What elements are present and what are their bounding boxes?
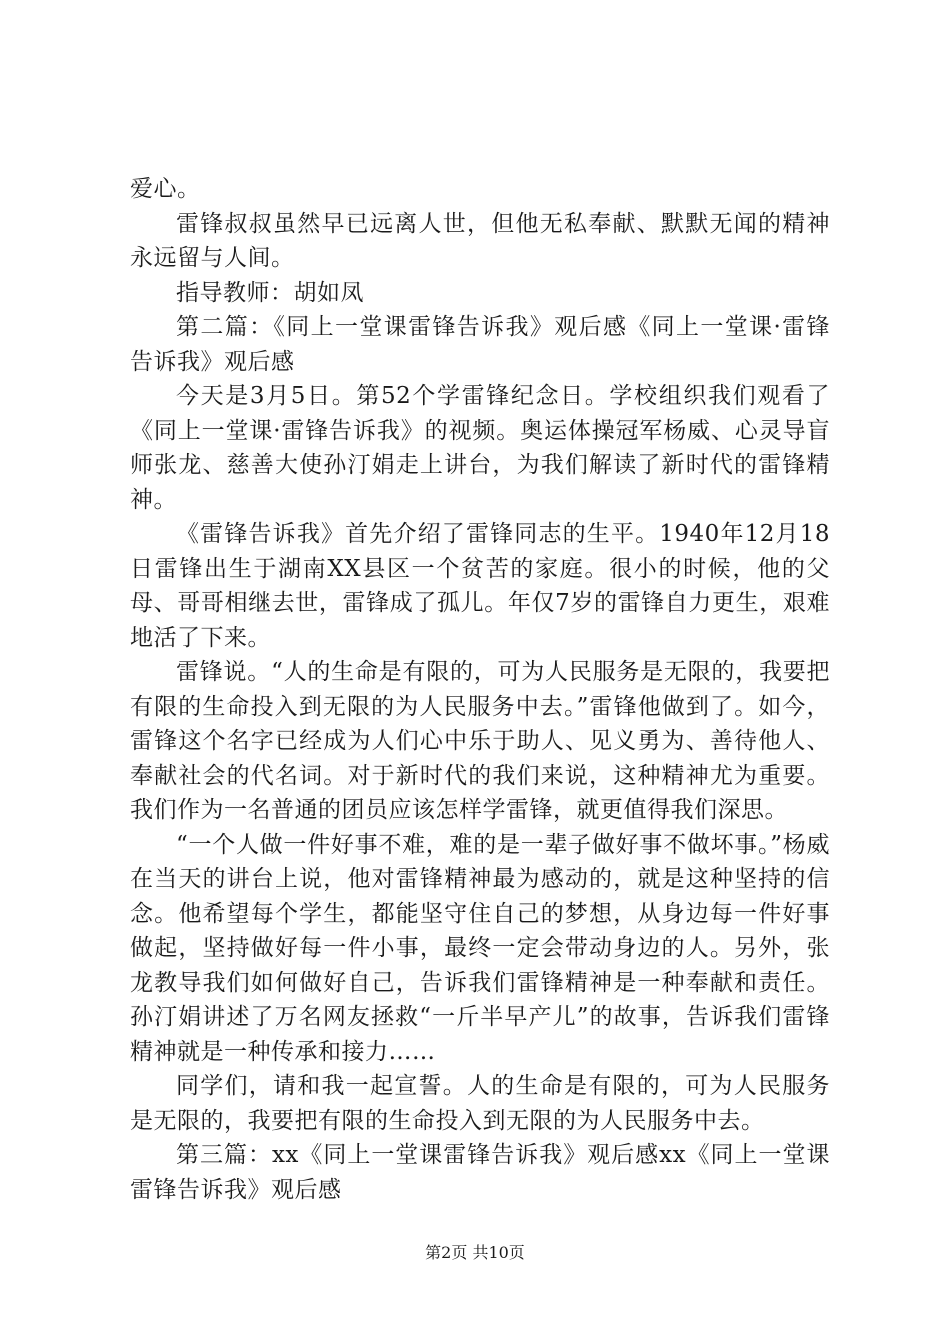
paragraph-1: 爱心。 [130,176,201,202]
paragraph-5: 今天是3月5日。第52个学雷锋纪念日。学校组织我们观看了《同上一堂课·雷锋告诉我》的视频。奥运体操冠军杨威、心灵导盲师张龙、慈善大使孙汀娟走上讲台，为我们解读了新时代的雷锋精神。 [130,383,830,513]
page-footer: 第2页 共10页 [425,1243,525,1262]
paragraph-10: 第三篇：xx《同上一堂课雷锋告诉我》观后感xx《同上一堂课雷锋告诉我》观后感 [130,1142,830,1203]
paragraph-7: 雷锋说。“人的生命是有限的，可为人民服务是无限的，我要把有限的生命投入到无限的为人民服务中去。”雷锋他做到了。如今，雷锋这个名字已经成为人们心中乐于助人、见义勇为、善待他人、奉献社会的代名词。对于新时代的我们来说，这种精神尤为重要。我们作为一名普通的团员应该怎样学雷锋，就更值得我们深思。 [130,659,830,823]
paragraph-4: 第二篇：《同上一堂课雷锋告诉我》观后感《同上一堂课·雷锋告诉我》观后感 [130,314,830,375]
paragraph-6: 《雷锋告诉我》首先介绍了雷锋同志的生平。1940年12月18日雷锋出生于湖南XX县区一个贫苦的家庭。很小的时候，他的父母、哥哥相继去世，雷锋成了孤儿。年仅7岁的雷锋自力更生，艰难地活了下来。 [130,521,830,651]
paragraph-9: 同学们，请和我一起宣誓。人的生命是有限的，可为人民服务是无限的，我要把有限的生命投入到无限的为人民服务中去。 [130,1073,830,1134]
paragraph-2: 雷锋叔叔虽然早已远离人世，但他无私奉献、默默无闻的精神永远留与人间。 [130,210,830,271]
paragraph-8: “一个人做一件好事不难，难的是一辈子做好事不做坏事。”杨威在当天的讲台上说，他对雷锋精神最为感动的，就是这种坚持的信念。他希望每个学生，都能坚守住自己的梦想，从身边每一件好事做起，坚持做好每一件小事，最终一定会带动身边的人。另外，张龙教导我们如何做好自己，告诉我们雷锋精神是一种奉献和责任。孙汀娟讲述了万名网友拯救“一斤半早产儿”的故事，告诉我们雷锋精神就是一种传承和接力…… [130,831,830,1065]
document-body [130,172,830,1207]
paragraph-3: 指导教师：胡如凤 [176,279,364,306]
